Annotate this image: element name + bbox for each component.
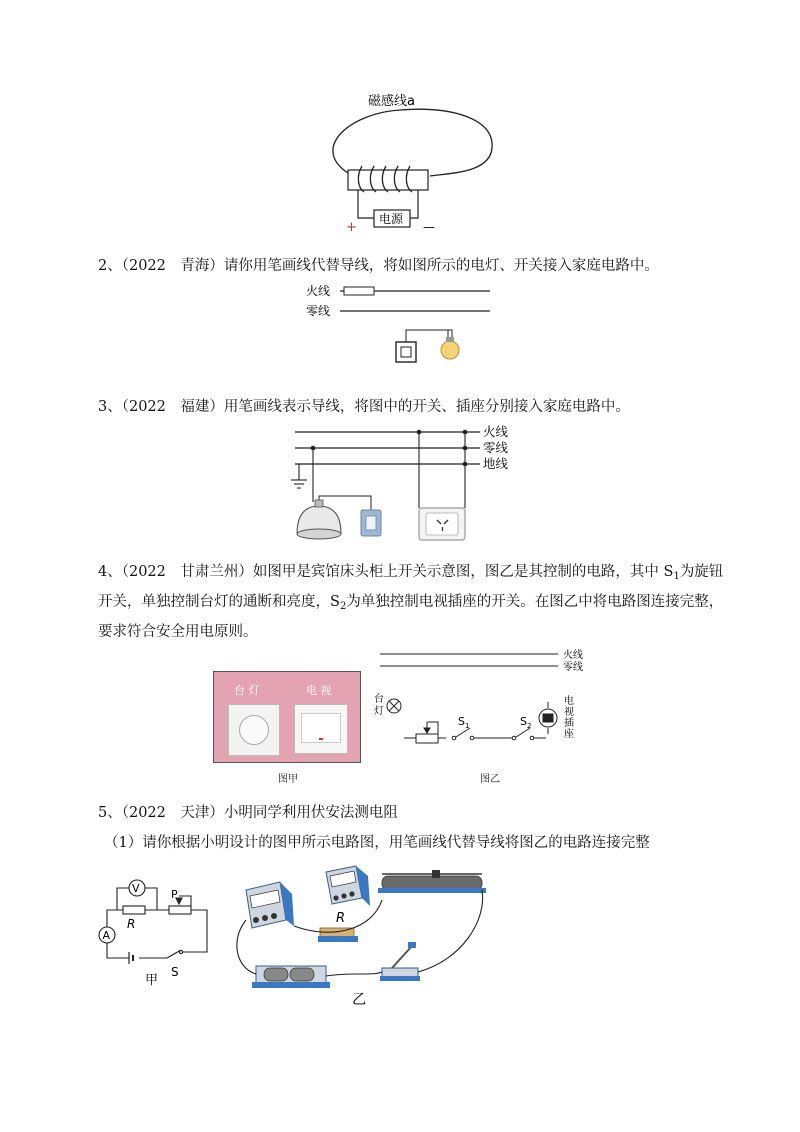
question-3-text: 用笔画线表示导线，将图中的开关、插座分别接入家庭电路中。 [223, 399, 630, 415]
s1-label: $S_1$ [458, 715, 470, 730]
question-4-text: 要求符合安全用电原则。 [98, 624, 258, 640]
rheostat-p [169, 906, 191, 914]
question-3-figure [285, 422, 535, 547]
socket-label: 电 [564, 696, 574, 707]
figure-a-caption: 图甲 [278, 774, 298, 785]
question-2 [98, 256, 659, 276]
knife-switch-icon [380, 942, 420, 981]
question-2-number: 2、（2022 青海） [98, 258, 224, 274]
live-wire-label: 火线 [483, 424, 509, 439]
panel-lamp-label: 台 灯 [234, 684, 260, 697]
switch-lamp-wire [406, 330, 452, 342]
socket-label: 视 [564, 707, 574, 718]
resistor-r [123, 906, 145, 914]
switch-s [167, 950, 183, 958]
ammeter-icon [246, 882, 294, 928]
battery-pack-icon [252, 966, 330, 988]
question-5-equipment-photo [232, 860, 507, 1010]
question-5-schematic [95, 866, 225, 986]
plus-sign: + [346, 220, 357, 235]
neutral-wire-label: 零线 [306, 304, 331, 318]
question-4-text: 开关，单独控制台灯的通断和亮度，S [98, 594, 340, 610]
battery-symbol [129, 952, 133, 964]
question-2-figure [300, 278, 500, 368]
s2-label: $S_2$ [520, 715, 532, 730]
socket-label: 插 [564, 718, 574, 729]
photo-resistor-label: R [336, 911, 346, 926]
question-2-text: 请你用笔画线代替导线，将如图所示的电灯、开关接入家庭电路中。 [223, 258, 659, 274]
question-3 [98, 397, 630, 417]
svg-text:V: V [132, 882, 140, 895]
neutral-wire-label: 零线 [563, 662, 583, 673]
question-4-text: 如图甲是宾馆床头柜上开关示意图，图乙是其控制的电路，其中 S [252, 564, 674, 580]
solenoid-figure [310, 88, 510, 238]
power-label: 电源 [379, 212, 404, 226]
field-line-label: 磁感线a [368, 94, 415, 109]
question-4-line-3 [98, 622, 258, 642]
tv-socket-symbol-icon [539, 702, 557, 734]
question-4-text: 为单独控制电视插座的开关。在图乙中将电路图连接完整， [346, 594, 724, 610]
figure-a-caption: 甲 [145, 973, 159, 986]
ground-symbol-icon [291, 480, 307, 488]
s2-subscript: 2 [339, 601, 347, 612]
live-wire-label: 火线 [563, 650, 583, 661]
bulb-cap [446, 337, 454, 342]
voltmeter-symbol-icon [129, 880, 145, 896]
question-5-number: 5、（2022 天津） [98, 805, 224, 821]
wall-switch-inner [401, 347, 411, 357]
svg-text:A: A [102, 929, 111, 942]
field-line-a [333, 109, 492, 176]
ammeter-symbol-icon [99, 927, 115, 943]
question-3-number: 3、（2022 福建） [98, 399, 224, 415]
rheostat-label: P [171, 888, 178, 901]
live-wire-label: 火线 [306, 284, 331, 298]
question-4-text: 为旋钮 [679, 564, 724, 580]
rotary-dimmer-icon [228, 704, 280, 756]
lamp-label: 灯 [374, 706, 384, 717]
rheostat-photo-icon [378, 870, 486, 893]
switch-label: S [171, 965, 179, 979]
switch-s1 [452, 728, 474, 740]
wire-left [358, 190, 374, 218]
wall-socket-icon [419, 508, 465, 540]
resistor-label: R [127, 917, 136, 931]
figure-b-caption: 乙 [352, 992, 366, 1008]
ceiling-lamp-icon [297, 500, 341, 539]
question-5 [98, 803, 398, 823]
question-4-line-1 [98, 562, 723, 587]
figure-b-caption: 图乙 [480, 774, 500, 785]
light-bulb-icon [441, 341, 459, 359]
question-5-part-1: （1）请你根据小明设计的图甲所示电路图，用笔画线代替导线将图乙的电路连接完整 [104, 835, 650, 851]
question-4-circuit [372, 642, 602, 764]
bedside-panel-photo [213, 671, 361, 763]
socket-label: 座 [564, 729, 574, 740]
ground-wire-label: 地线 [483, 456, 509, 471]
tv-rocker-switch-icon [294, 704, 348, 754]
minus-sign: — [423, 220, 435, 234]
fuse [344, 287, 374, 295]
lamp-symbol-icon [387, 699, 401, 713]
schematic-wires [107, 888, 207, 958]
neutral-wire-label: 零线 [483, 440, 509, 455]
rheostat-slider [176, 896, 191, 906]
voltmeter-icon [326, 866, 370, 906]
wall-switch-icon [361, 510, 381, 536]
question-4-line-2 [98, 592, 723, 617]
panel-tv-label: 电 视 [306, 684, 332, 697]
s1-subscript: 1 [673, 571, 680, 582]
rheostat-symbol [404, 722, 446, 743]
question-4-number: 4、（2022 甘肃兰州） [98, 564, 253, 580]
question-5-text: 小明同学利用伏安法测电阻 [223, 805, 398, 821]
wire-right [410, 190, 418, 218]
lamp-label: 台 [374, 694, 384, 705]
resistor-photo-icon [318, 928, 358, 942]
